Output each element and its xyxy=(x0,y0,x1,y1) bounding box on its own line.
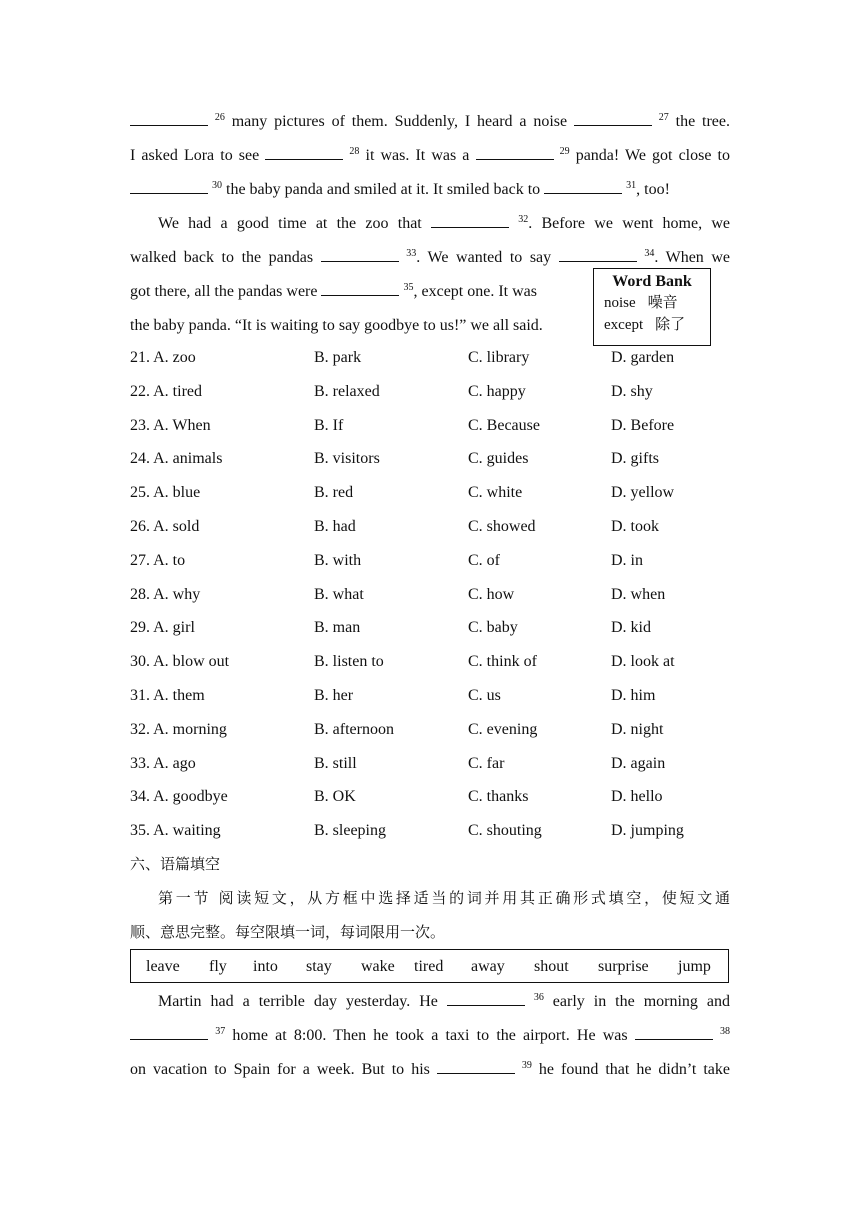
option-choice: B. If xyxy=(314,416,344,434)
option-choice: B. with xyxy=(314,551,362,569)
option-choice: C. baby xyxy=(468,619,518,637)
option-row xyxy=(130,375,730,409)
answer-blank xyxy=(130,1025,208,1040)
passage-line: $^{30}$ the baby panda and smiled at it. It smiled back to $^{31}$, too! xyxy=(130,173,730,207)
answer-blank xyxy=(321,247,399,262)
option-choice: 32. A. morning xyxy=(130,720,227,738)
answer-blank xyxy=(431,213,509,228)
option-choice: 33. A. ago xyxy=(130,754,196,772)
word-bank-title: Word Bank xyxy=(612,273,692,290)
answer-blank xyxy=(574,111,652,126)
option-row xyxy=(130,611,730,645)
option-choice: B. afternoon xyxy=(314,720,394,738)
box-word: jump xyxy=(678,958,711,975)
option-choice: D. gifts xyxy=(611,450,659,468)
option-choice: 24. A. animals xyxy=(130,450,223,468)
option-choice: C. think of xyxy=(468,653,537,671)
option-choice: B. park xyxy=(314,349,362,366)
option-row xyxy=(130,510,730,544)
option-choice: C. far xyxy=(468,754,505,772)
option-row xyxy=(130,747,730,781)
options-list xyxy=(130,341,730,848)
passage-line: walked back to the pandas $^{33}$. We wanted to say $^{34}$. When we xyxy=(130,248,731,266)
option-choice: D. night xyxy=(611,720,664,738)
answer-blank xyxy=(447,991,525,1006)
option-row xyxy=(130,409,730,443)
option-choice: C. library xyxy=(468,349,530,366)
option-choice: D. jumping xyxy=(611,822,684,840)
option-choice: B. visitors xyxy=(314,450,380,468)
option-choice: C. showed xyxy=(468,517,536,535)
box-word: stay xyxy=(306,958,332,975)
answer-blank xyxy=(559,247,637,262)
answer-blank xyxy=(476,145,554,160)
word-bank-row: except 除了 xyxy=(604,315,686,333)
word-bank-row: noise 噪音 xyxy=(604,293,678,311)
option-choice: 29. A. girl xyxy=(130,619,195,637)
box-word: leave xyxy=(146,958,180,975)
section-title: 六、语篇填空 xyxy=(130,855,221,873)
option-choice: C. guides xyxy=(468,450,529,468)
option-choice: 26. A. sold xyxy=(130,517,200,535)
option-choice: B. her xyxy=(314,686,354,704)
box-word: into xyxy=(253,958,278,975)
option-choice: 25. A. blue xyxy=(130,484,201,502)
option-row xyxy=(130,713,730,747)
option-choice: D. Before xyxy=(611,416,675,434)
answer-blank xyxy=(130,179,208,194)
box-word: fly xyxy=(209,958,227,975)
box-word: wake xyxy=(361,958,395,975)
option-choice: C. happy xyxy=(468,382,526,400)
box-word: away xyxy=(471,958,505,975)
option-row xyxy=(130,578,730,612)
option-row xyxy=(130,341,730,375)
option-choice: B. listen to xyxy=(314,653,384,671)
section-instructions: 第一节 阅读短文，从方框中选择适当的词并用其正确形式填空，使短文通 xyxy=(158,889,730,907)
option-choice: D. again xyxy=(611,754,666,772)
box-word: tired xyxy=(414,958,444,975)
option-choice: C. us xyxy=(468,686,501,704)
option-choice: 35. A. waiting xyxy=(130,822,221,840)
option-choice: B. what xyxy=(314,585,364,603)
option-choice: 22. A. tired xyxy=(130,382,202,400)
option-choice: C. Because xyxy=(468,416,540,434)
option-choice: D. took xyxy=(611,517,659,535)
option-row xyxy=(130,476,730,510)
option-choice: C. white xyxy=(468,484,523,502)
option-choice: D. look at xyxy=(611,653,675,671)
passage-line: Martin had a terrible day yesterday. He $^{36}$ early in the morning and xyxy=(158,992,730,1010)
option-choice: B. had xyxy=(314,517,356,535)
option-choice: C. evening xyxy=(468,720,538,738)
answer-blank xyxy=(130,111,208,126)
option-choice: C. shouting xyxy=(468,822,542,840)
option-choice: B. relaxed xyxy=(314,382,380,400)
word-bank-box xyxy=(593,268,711,346)
passage-line: $^{26}$ many pictures of them. Suddenly, I heard a noise $^{27}$ the tree. xyxy=(130,105,730,139)
option-row xyxy=(130,645,730,679)
answer-blank xyxy=(321,281,399,296)
passage-two xyxy=(130,985,730,1087)
option-choice: 23. A. When xyxy=(130,416,211,434)
answer-blank xyxy=(265,145,343,160)
option-choice: D. garden xyxy=(611,349,675,366)
section-heading xyxy=(130,847,730,949)
option-choice: C. of xyxy=(468,551,500,569)
option-choice: D. shy xyxy=(611,382,653,400)
option-choice: D. yellow xyxy=(611,484,675,502)
option-choice: 27. A. to xyxy=(130,551,186,569)
option-choice: C. how xyxy=(468,585,515,603)
option-choice: C. thanks xyxy=(468,788,529,806)
option-choice: D. hello xyxy=(611,788,663,806)
option-choice: D. when xyxy=(611,585,666,603)
option-choice: B. red xyxy=(314,484,354,502)
passage-line: the baby panda. “It is waiting to say goodbye to us!” we all said. xyxy=(130,317,543,334)
option-row xyxy=(130,679,730,713)
option-row xyxy=(130,544,730,578)
option-choice: 28. A. why xyxy=(130,585,201,603)
answer-blank xyxy=(544,179,622,194)
option-choice: B. man xyxy=(314,619,361,637)
option-row xyxy=(130,814,730,848)
option-choice: B. still xyxy=(314,754,357,772)
option-choice: B. sleeping xyxy=(314,822,386,840)
option-choice: D. him xyxy=(611,686,656,704)
passage-line: got there, all the pandas were $^{35}$, except one. It was xyxy=(130,282,537,300)
option-choice: D. kid xyxy=(611,619,651,637)
option-row xyxy=(130,442,730,476)
passage-line: I asked Lora to see $^{28}$ it was. It was a $^{29}$ panda! We got close to xyxy=(130,146,730,164)
option-choice: 31. A. them xyxy=(130,686,205,704)
box-word: shout xyxy=(534,958,569,975)
answer-blank xyxy=(635,1025,713,1040)
passage-line: $^{37}$ home at 8:00. Then he took a taxi to the airport. He was $^{38}$ xyxy=(130,1019,730,1053)
section-instructions: 顺、意思完整。每空限填一词，每词限用一次。 xyxy=(130,923,446,941)
option-row xyxy=(130,780,730,814)
box-word: surprise xyxy=(598,958,649,975)
option-choice: D. in xyxy=(611,551,643,569)
option-choice: 21. A. zoo xyxy=(130,349,196,366)
passage-line: on vacation to Spain for a week. But to his $^{39}$ he found that he didn’t take xyxy=(130,1060,731,1078)
option-choice: 34. A. goodbye xyxy=(130,788,228,806)
option-choice: 30. A. blow out xyxy=(130,653,230,671)
option-choice: B. OK xyxy=(314,788,356,806)
word-box xyxy=(130,949,729,983)
answer-blank xyxy=(437,1059,515,1074)
passage-line: We had a good time at the zoo that $^{32}$. Before we went home, we xyxy=(158,214,730,232)
